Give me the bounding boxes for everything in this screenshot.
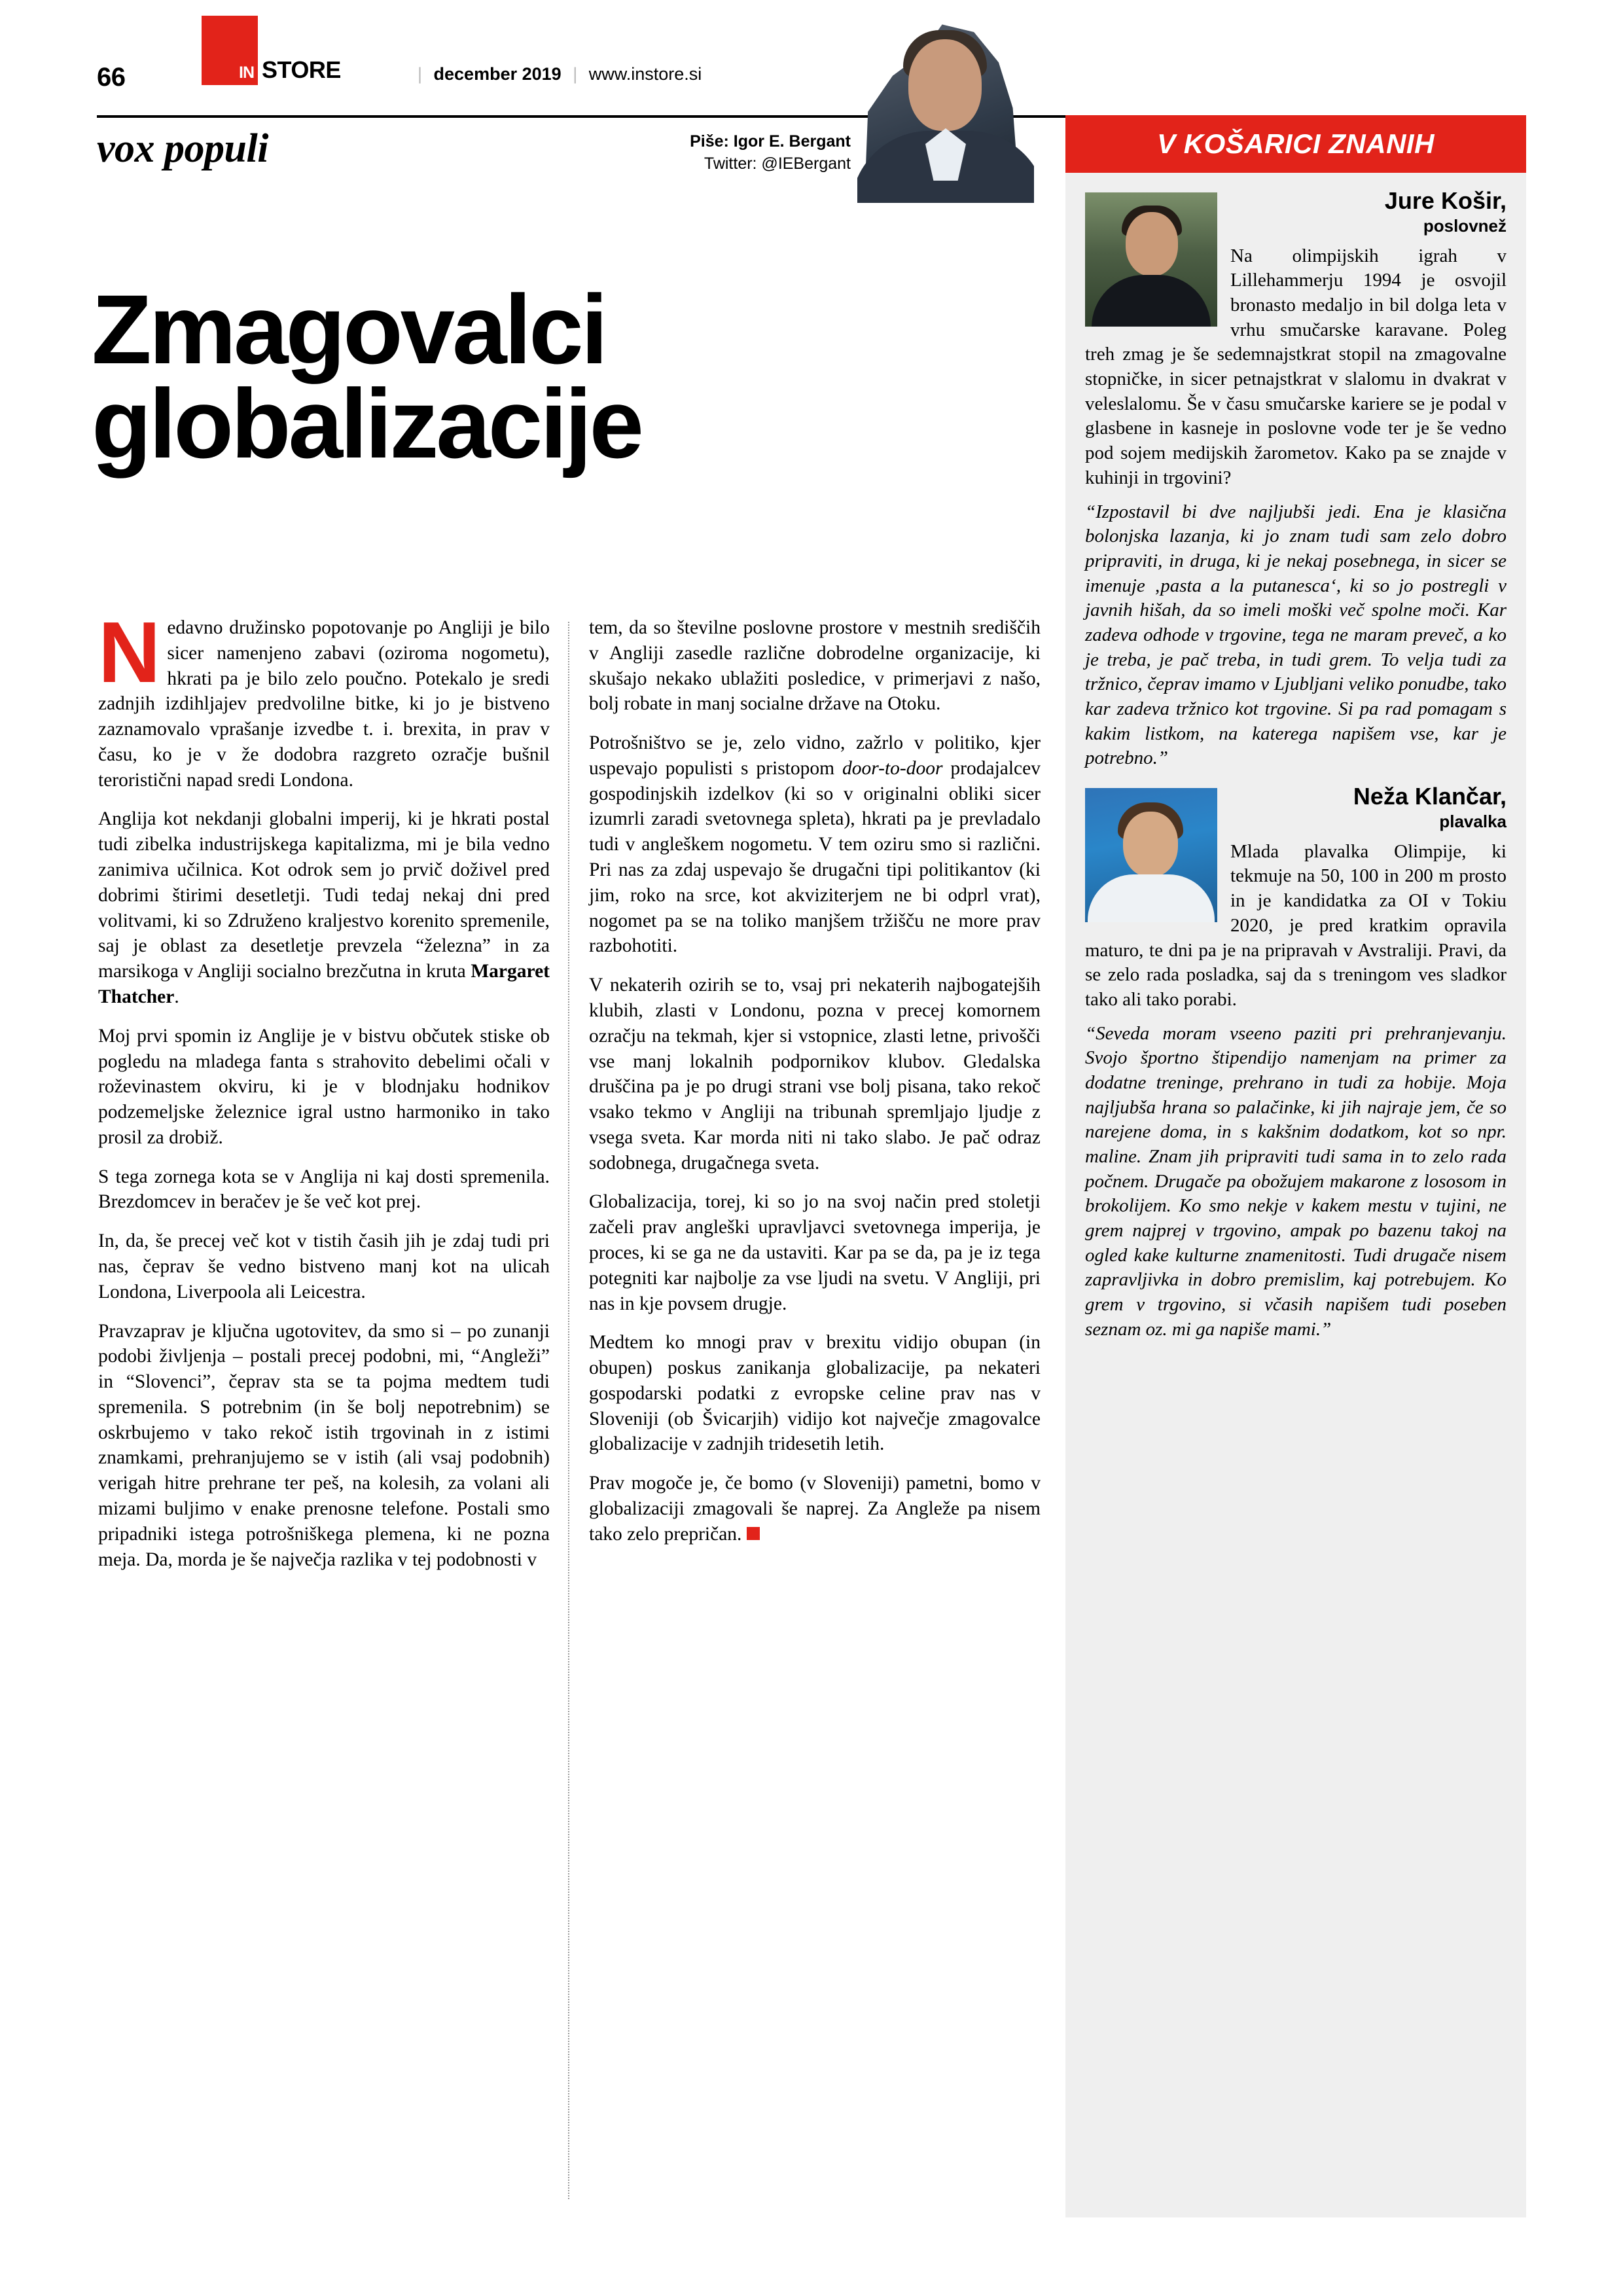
paragraph-text: edavno družinsko popotovanje po Angliji je bilo sicer namenjeno zabavi (oziroma nogometu), hkrati pa je bilo zelo poučno. Potekalo je sredi zadnjih izdihljajev predvolilne bitke, ki jo je bistveno zaznamovalo vprašanje izvedbe t. i. brexita, in prav v času, ko je v že dodobra razgreto ozračje bušnil teroristični napad sredi Londona. [98, 617, 550, 791]
headline-line-1: Zmagovalci [92, 274, 606, 384]
paragraph-text: Prav mogoče je, če bomo (v Sloveniji) pametni, bomo v globalizaciji zmagovali še naprej. Za Angleže pa nisem tako zelo prepričan. [589, 1473, 1041, 1545]
emphasis-term: door-to-door [842, 757, 943, 779]
sidebar-header [1065, 115, 1526, 173]
person-quote: “Izpostavil bi dve najljubši jedi. Ena je klasična bolonjska lazanja, ki jo znam tudi sam zelo dobro pripraviti, in druga, ki je nekaj posebnega, in sicer se imenuje ‚pasta a la putanesca‘, ki so jo postregli v javnih hišah, da so imeli moški več spolne moči. Kar zadeva odhode v trgovine, tega ne maram preveč, a ko je treba, je pač treba, in tudi grem. To velja tudi za tržnico, čeprav imamo v Ljubljani veliko ponudbe, tako kar zadeva tržnico kot trgovine. Si pa rad pomagam s kakim listkom, na katerega napišem vse, kar je potrebno.” [1085, 501, 1507, 769]
drop-cap: N [98, 604, 161, 700]
sidebar-entry [1085, 188, 1507, 780]
paragraph-text: Anglija kot nekdanji globalni imperij, ki je hkrati postal tudi zibelka industrijskega kapitalizma, mi je bila vedno zanimiva učilnica. Kot odrok sem jo prvič doživel pred dobrimi štirimi desetletji. Tudi tedaj nekaj dni pred volitvami, ki so Združeno kraljestvo korenito spremenile, saj je oblast za desetletje prevzela “železna” in za marsikoga v Angliji socialno brezčutna in kruta [98, 808, 550, 982]
body-column-1 [98, 604, 550, 2206]
neza-klancar-photo [1085, 788, 1217, 922]
byline-twitter: Twitter: @IEBergant [704, 154, 851, 173]
article-body [98, 604, 1041, 2206]
header-meta [411, 64, 702, 84]
person-role: poslovnež [1423, 215, 1507, 236]
person-intro: Na olimpijskih igrah v Lillehammerju 1994 je osvojil bronasto medaljo in bil dolga leta v vrhu smučarske karavane. Poleg treh zmag je še sedemnajstkrat stopil na zmagovalne stopničke, in sicer petnajstkrat v slalomu in dvakrat v veleslalomu. Še v času smučarske kariere se je podal v glasbene in kasneje in poslovne vode ter je še vedno pod sojem medijskih žarometov. Kako pa se znajde v kuhinji in trgovini? [1085, 245, 1507, 488]
header-divider-1: | [418, 64, 423, 84]
jure-kosir-photo [1085, 192, 1217, 327]
byline [622, 131, 851, 175]
highlighted-name: Margaret Thatcher [98, 961, 550, 1007]
body-column-2 [589, 615, 1041, 2206]
paragraph [589, 1471, 1041, 1547]
person-name: Neža Klančar, [1353, 783, 1507, 810]
paragraph [98, 806, 550, 1009]
page-number: 66 [97, 63, 126, 92]
website-url: www.instore.si [588, 64, 702, 84]
sidebar-title: V KOŠARICI ZNANIH [1157, 128, 1435, 159]
paragraph [589, 730, 1041, 959]
person-role: plavalka [1439, 811, 1507, 831]
person-quote: “Seveda moram vseeno paziti pri prehranjevanju. Svojo športno štipendijo namenjam na primer za dodatne treninge, prehrano in tudi za hobije. Moja najljubša hrana so palačinke, ki jih najraje jem, če so narejene doma, in s kakšnim dodatkom, kot so npr. maline. Znam jih pripraviti tudi sama in to zelo rada počnem. Drugače pa obožujem makarone z lososom in brokolijem. Ko smo nekje v kakem mestu v tujini, ne grem najprej v trgovino, ampak po bazenu takoj na ogled kake kulturne znamenitosti. Tudi drugače nisem zapravljivka in dobro premislim, kaj potrebujem. Ko grem v trgovino, si včasih napišem tudi poseben seznam oz. mi ga napiše mami.” [1085, 1022, 1507, 1340]
sidebar-entry [1085, 784, 1507, 1351]
article-headline [92, 274, 942, 478]
instore-logo [202, 16, 341, 85]
paragraph: tem, da so številne poslovne prostore v mestnih središčih v Angliji zasedle različne dobrodelne organizacije, ki skušajo nekako ublažiti posledice, v primerjavi z našo, bolj robate in manj socialne države na Otoku. [589, 617, 1041, 715]
paragraph: S tega zornega kota se v Anglija ni kaj dosti spremenila. Brezdomcev in beračev je še več kot prej. [98, 1166, 550, 1213]
author-portrait [857, 13, 1034, 203]
paragraph: In, da, še precej več kot v tistih časih jih je zdaj tudi pri nas, čeprav še vedno bistveno manj kot na ulicah Londona, Liverpoola ali Leicestra. [98, 1230, 550, 1302]
paragraph-tail: prodajalcev gospodinjskih izdelkov (ki so v originalni obliki sicer izumrli zaradi svetovnega spleta), hkrati pa je prevladalo tudi v angleškem nogometu. V tem oziru smo si različni. Pri nas za zdaj uspevajo še drugačni tipi politikantov (ki jim, roko na srce, kot akviziterjem ne bi odprl vrat), nogomet pa se na toliko manjšem tržišču ne more prav razbohotiti. [589, 757, 1041, 957]
logo-mark-text: IN [239, 63, 254, 82]
byline-author: Piše: Igor E. Bergant [690, 132, 851, 151]
paragraph: Globalizacija, torej, ki so jo na svoj način pred stoletji začeli prav angleški upravljavci svetovnega imperija, je proces, ki se ga ne da ustaviti. Kar pa se da, pa je iz tega potegniti kar najbolje za vse ljudi na svetu. V Angliji, pri nas in kje povsem drugje. [589, 1191, 1041, 1314]
paragraph: Medtem ko mnogi prav v brexitu vidijo obupan (in obupen) poskus zanikanja globalizacije, pa nekateri gospodarski podatki z evropske celine prav nas v Sloveniji (ob Švicarjih) vidijo kot največje zmagovalce globalizacije v zadnjih tridesetih letih. [589, 1332, 1041, 1455]
logo-wordmark: STORE [262, 56, 341, 83]
sidebar [1065, 115, 1526, 2217]
paragraph: V nekaterih ozirih se to, vsaj pri nekaterih najbogatejših klubih, zlasti v Londonu, pozna v precej komornem ozračju na tekmah, kjer si vstopnice, zlasti letne, privošči vse manj lokalnih podpornikov klubov. Gledalska druščina pa je po drugi strani vse bolj pisana, tako rekoč vsako tekmo v Angliji na tribunah spremljajo ljudje z vsega sveta. Kar morda niti ni tako slabo. Je pač odraz sodobnega, drugačnega sveta. [589, 975, 1041, 1174]
headline-line-2: globalizacije [92, 368, 641, 478]
paragraph [98, 604, 550, 793]
paragraph: Pravzaprav je ključna ugotovitev, da smo si – po zunanji podobi življenja – postali precej podobni, mi, “Angleži” in “Slovenci”, čeprav sta se ta pojma medtem tudi spremenila. S potrebnim (in še bolj nepotrebnim) se oskrbujemo v tako rekoč istih trgovinah in z istimi znamkami, prehranjujemo se v istih (ali vsaj podobnih) verigah hitre prehrane ter peš, na kolesih, za volani ali mizami buljimo v enake prenosne telefone. Postali smo pripadniki istega potrošniškega plemena, ki ne pozna meja. Da, morda je še največja razlika v tej podobnosti v [98, 1320, 550, 1570]
end-mark [747, 1527, 760, 1540]
logo-mark [202, 16, 258, 85]
paragraph: Moj prvi spomin iz Anglije je v bistvu občutek stiske ob pogledu na mladega fanta s strahovito debelimi očali v roževinastem okviru, ki je v blodnjaku hodnikov podzemeljske železnice igral ustno harmoniko in tako prosil za drobiž. [98, 1025, 550, 1148]
paragraph-tail: . [174, 986, 179, 1007]
issue-date: december 2019 [433, 64, 562, 84]
paragraph-text: Potrošništvo se je, zelo vidno, zažrlo v politiko, kjer uspevajo populisti s pristopom [589, 732, 1041, 779]
section-kicker: vox populi [97, 126, 268, 171]
sidebar-content [1085, 187, 1507, 2204]
person-intro: Mlada plavalka Olimpije, ki tekmuje na 50, 100 in 200 m prosto in je kandidatka za OI v Tokiu 2020, je pred kratkim opravila maturo, te dni pa je na pripravah v Avstraliji. Pravi, da se zelo rada posladka, saj da s treningom ves sladkor tako ali tako porabi. [1085, 840, 1507, 1010]
masthead [97, 56, 1526, 119]
person-name: Jure Košir, [1384, 187, 1507, 214]
header-divider-2: | [573, 64, 578, 84]
